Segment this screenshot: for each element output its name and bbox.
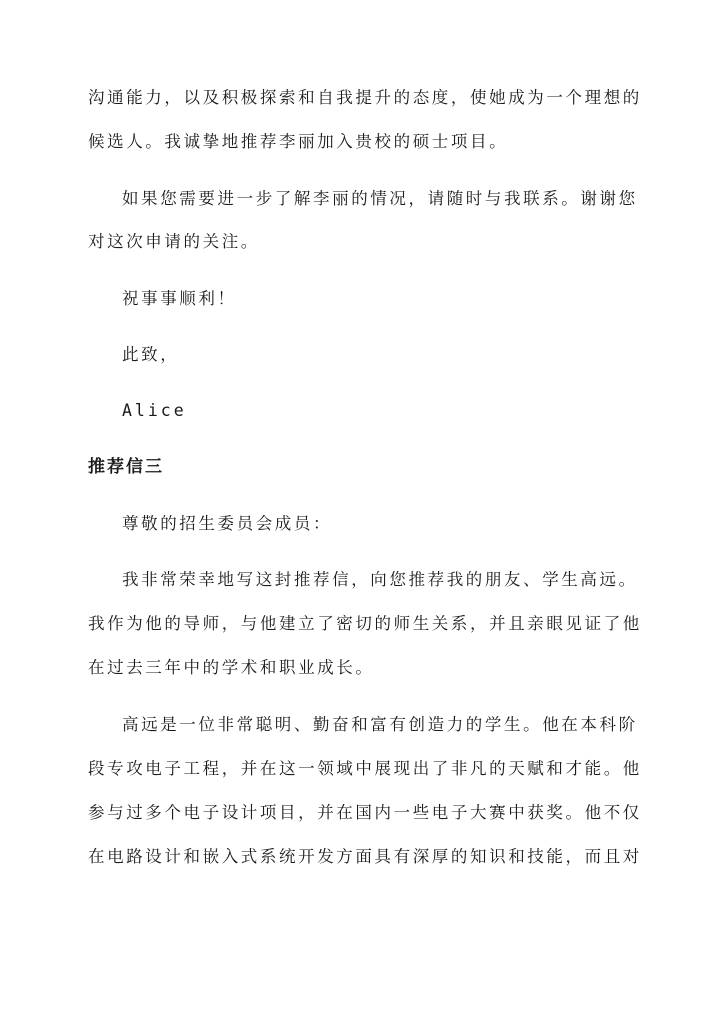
paragraph-line: 如果您需要进一步了解李丽的情况，请随时与我联系。谢谢您 bbox=[122, 189, 638, 208]
paragraph-line: 在电路设计和嵌入式系统开发方面具有深厚的知识和技能，而且对 bbox=[88, 847, 642, 866]
paragraph-line: 对这次申请的关注。 bbox=[88, 232, 260, 251]
section-heading: 推荐信三 bbox=[88, 457, 164, 477]
salutation-close: 此致， bbox=[122, 345, 180, 364]
signature: Alice bbox=[122, 401, 187, 420]
closing-text: 祝事事顺利！ bbox=[122, 289, 237, 308]
paragraph-line: 参与过多个电子设计项目，并在国内一些电子大赛中获奖。他不仅 bbox=[88, 803, 642, 822]
paragraph-line: 在过去三年中的学术和职业成长。 bbox=[88, 658, 375, 677]
paragraph-line: 我非常荣幸地写这封推荐信，向您推荐我的朋友、学生高远。 bbox=[122, 570, 638, 589]
greeting: 尊敬的招生委员会成员： bbox=[122, 514, 333, 533]
paragraph-line: 段专攻电子工程，并在这一领域中展现出了非凡的天赋和才能。他 bbox=[88, 759, 642, 778]
paragraph-line: 沟通能力，以及积极探索和自我提升的态度，使她成为一个理想的 bbox=[88, 88, 642, 107]
paragraph-line: 我作为他的导师，与他建立了密切的师生关系，并且亲眼见证了他 bbox=[88, 614, 642, 633]
paragraph-line: 候选人。我诚挚地推荐李丽加入贵校的硕士项目。 bbox=[88, 132, 509, 151]
paragraph-line: 高远是一位非常聪明、勤奋和富有创造力的学生。他在本科阶 bbox=[122, 715, 638, 734]
